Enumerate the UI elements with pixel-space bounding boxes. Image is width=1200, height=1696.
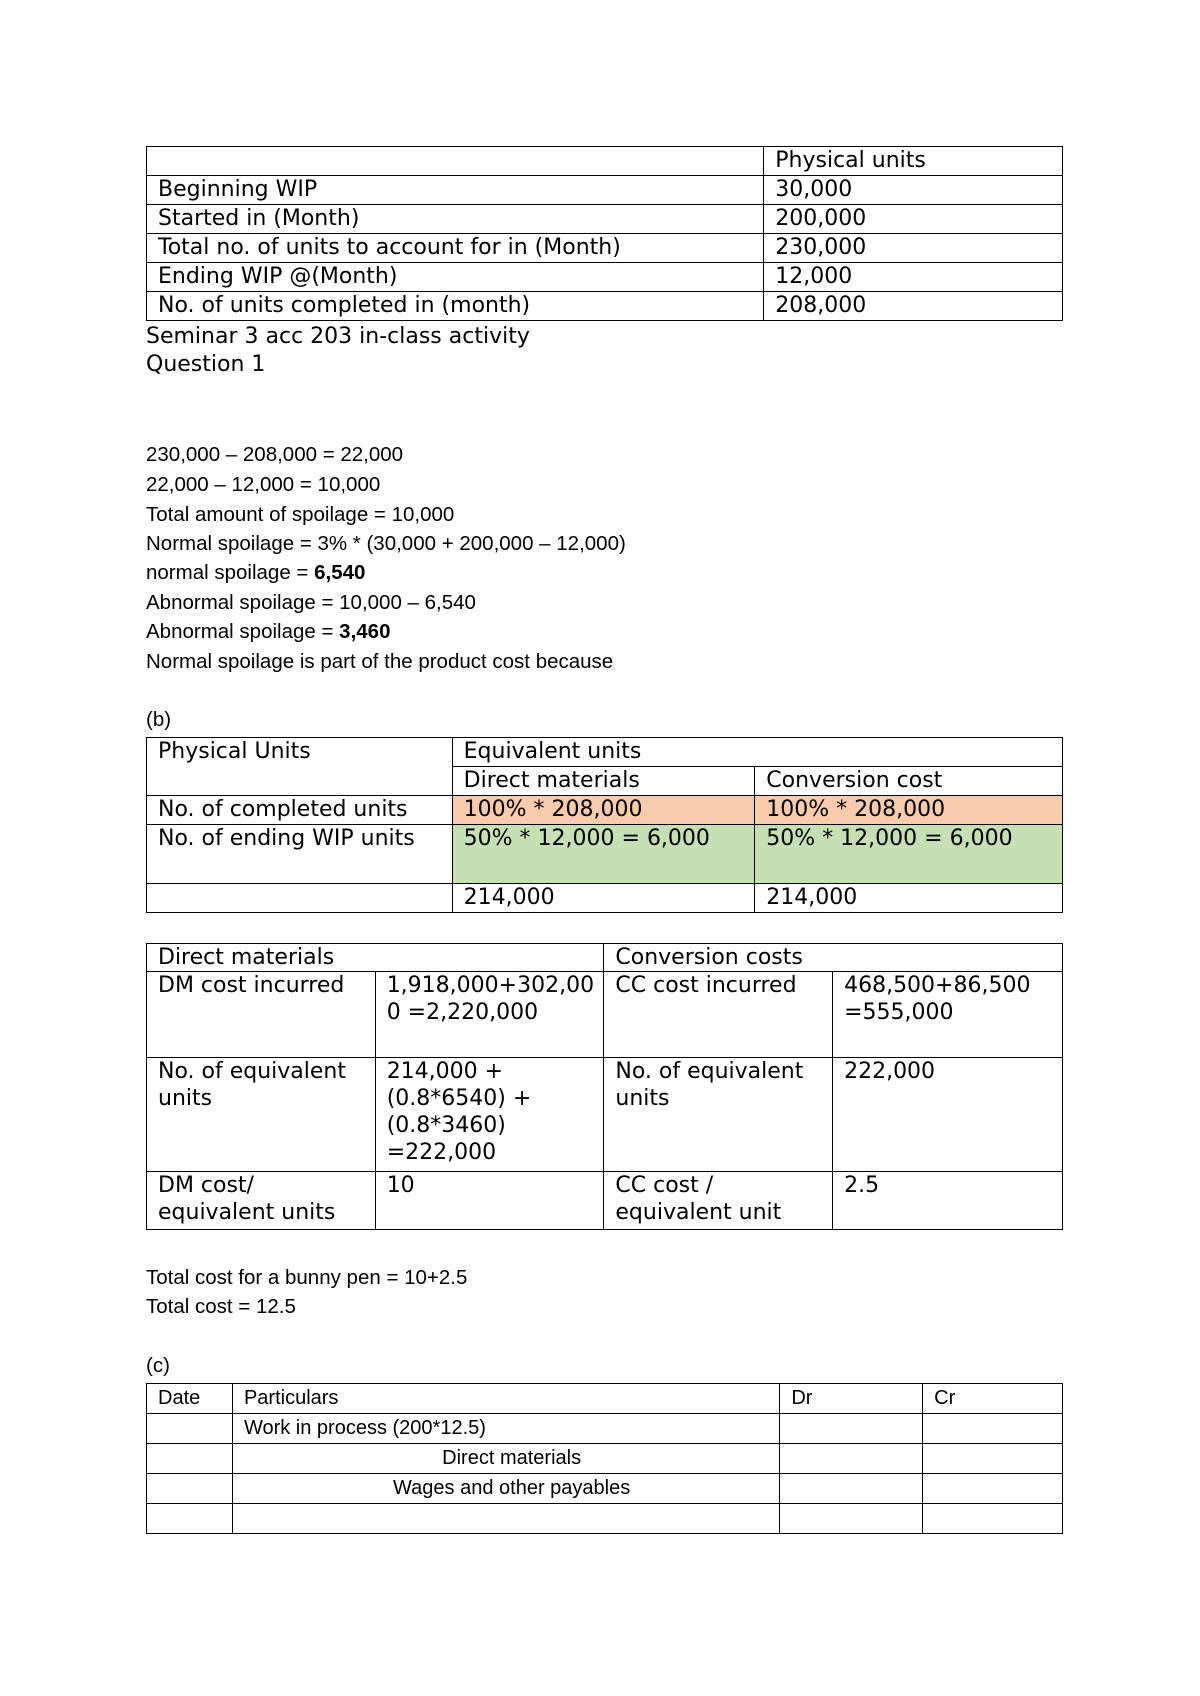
part-c-label: (c) [146,1354,170,1377]
journal-table [146,1383,1063,1534]
physical-units-header: Physical Units [147,738,453,796]
total-cost-line: Total cost for a bunny pen = 10+2.5 [146,1266,468,1289]
abnormal-spoilage-value: 3,460 [339,620,391,643]
physical-units-table [146,146,1063,321]
cr-header: Cr [923,1384,1063,1414]
table-row: Direct materials [147,1444,1063,1474]
table-row: Total no. of units to account for in (Month) 230,000 [147,234,1063,263]
normal-spoilage-line: normal spoilage = 6,540 [146,561,366,584]
table-row: No. of units completed in (month) 208,000 [147,292,1063,321]
calc-line: Normal spoilage is part of the product cost because [146,650,614,673]
table-row: DM cost/ equivalent units 10 CC cost / equivalent unit 2.5 [147,1172,1063,1230]
table-row: Ending WIP @(Month) 12,000 [147,263,1063,292]
question-label: Question 1 [146,352,266,377]
table-row [147,1504,1063,1534]
dr-header: Dr [780,1384,923,1414]
table-row: 214,000 214,000 [147,884,1063,913]
physical-units-header: Physical units [764,147,1063,176]
calc-line: 230,000 – 208,000 = 22,000 [146,443,404,466]
normal-spoilage-value: 6,540 [314,561,366,584]
document-title: Seminar 3 acc 203 in-class activity [146,324,530,349]
header-empty-cell [147,147,764,176]
table-row: Work in process (200*12.5) [147,1414,1063,1444]
total-cost-line: Total cost = 12.5 [146,1295,296,1318]
direct-materials-header: Direct materials [147,944,604,972]
conversion-costs-header: Conversion costs [604,944,1063,972]
equivalent-units-header: Equivalent units [452,738,1062,767]
table-row: No. of completed units 100% * 208,000 100% * 208,000 [147,796,1063,825]
table-row: DM cost incurred 1,918,000+302,000 =2,220,000 CC cost incurred 468,500+86,500 =555,000 [147,972,1063,1058]
cost-per-unit-table [146,943,1063,1230]
table-row: No. of ending WIP units 50% * 12,000 = 6,000 50% * 12,000 = 6,000 [147,825,1063,884]
calc-line: Total amount of spoilage = 10,000 [146,503,455,526]
conversion-cost-header: Conversion cost [755,767,1063,796]
particulars-header: Particulars [232,1384,779,1414]
part-b-label: (b) [146,708,172,731]
calc-line: 22,000 – 12,000 = 10,000 [146,473,381,496]
calc-line: Abnormal spoilage = 10,000 – 6,540 [146,591,476,614]
table-row: Wages and other payables [147,1474,1063,1504]
equivalent-units-table [146,737,1063,913]
direct-materials-header: Direct materials [452,767,755,796]
table-row: Beginning WIP 30,000 [147,176,1063,205]
table-row: No. of equivalent units 214,000 + (0.8*6540) + (0.8*3460) =222,000 No. of equivalent units 222,000 [147,1058,1063,1172]
abnormal-spoilage-line: Abnormal spoilage = 3,460 [146,620,391,643]
table-row: Started in (Month) 200,000 [147,205,1063,234]
date-header: Date [147,1384,233,1414]
calc-line: Normal spoilage = 3% * (30,000 + 200,000 – 12,000) [146,532,626,555]
